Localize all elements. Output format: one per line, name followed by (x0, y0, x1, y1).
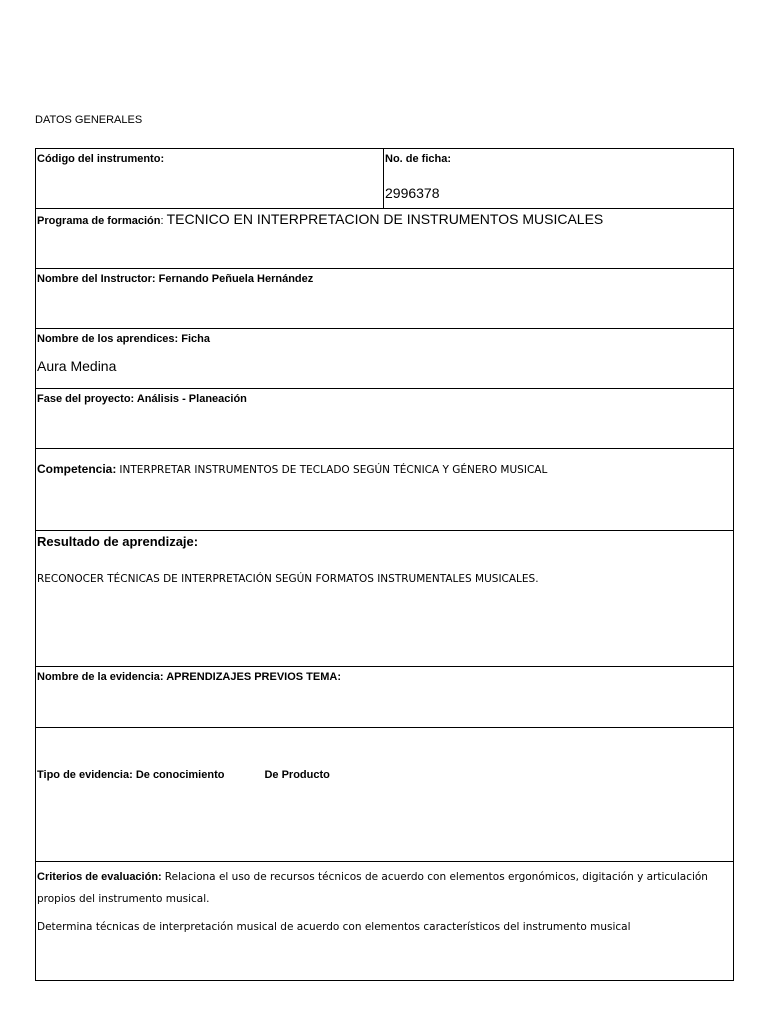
criterios-value1: Relaciona el uso de recursos técnicos de acuerdo con elementos ergonómicos, digitación y articulación propios del instrumento musical. (37, 871, 708, 905)
cell-criterios (36, 862, 734, 981)
criterios-value2: Determina técnicas de interpretación musical de acuerdo con elementos característicos del instrumento musical (37, 921, 631, 933)
aprendices-label: Nombre de los aprendices: Ficha (37, 333, 210, 345)
criterios-label: Criterios de evaluación: (37, 871, 162, 883)
general-data-table (35, 148, 734, 981)
competencia-label: Competencia: (37, 462, 117, 476)
cell-ficha (384, 149, 734, 209)
row-instructor (36, 269, 734, 329)
cell-evidencia (36, 667, 734, 728)
competencia-value: INTERPRETAR INSTRUMENTOS DE TECLADO SEGÚN TÉCNICA Y GÉNERO MUSICAL (119, 464, 548, 476)
row-aprendices (36, 329, 734, 389)
programa-value: TECNICO EN INTERPRETACION DE INSTRUMENTOS MUSICALES (166, 211, 604, 227)
row-competencia (36, 449, 734, 531)
cell-resultado (36, 531, 734, 667)
cell-instructor (36, 269, 734, 329)
evidencia-label: Nombre de la evidencia: APRENDIZAJES PREVIOS TEMA: (37, 671, 341, 683)
fase-label: Fase del proyecto: Análisis - Planeación (37, 393, 247, 405)
row-evidencia (36, 667, 734, 728)
cell-fase (36, 389, 734, 449)
tipo-label: Tipo de evidencia: De conocimiento (37, 769, 225, 781)
resultado-value: RECONOCER TÉCNICAS DE INTERPRETACIÓN SEGÚN FORMATOS INSTRUMENTALES MUSICALES. (37, 573, 539, 585)
resultado-label: Resultado de aprendizaje: (37, 534, 199, 549)
ficha-label: No. de ficha: (385, 153, 452, 165)
row-fase (36, 389, 734, 449)
cell-competencia (36, 449, 734, 531)
ficha-value: 2996378 (385, 185, 440, 201)
cell-codigo (36, 149, 384, 209)
row-codigo-ficha (36, 149, 734, 209)
row-programa (36, 209, 734, 269)
programa-separator: : (160, 215, 167, 227)
codigo-label: Código del instrumento: (37, 153, 165, 165)
cell-tipo (36, 728, 734, 862)
aprendices-value: Aura Medina (37, 358, 117, 374)
section-heading: DATOS GENERALES (35, 114, 143, 126)
tipo-option2: De Producto (264, 769, 330, 781)
cell-aprendices (36, 329, 734, 389)
programa-label: Programa de formación (37, 215, 161, 227)
row-resultado (36, 531, 734, 667)
row-tipo (36, 728, 734, 862)
cell-programa (36, 209, 734, 269)
row-criterios (36, 862, 734, 981)
instructor-label: Nombre del Instructor: Fernando Peñuela Hernández (37, 273, 314, 285)
